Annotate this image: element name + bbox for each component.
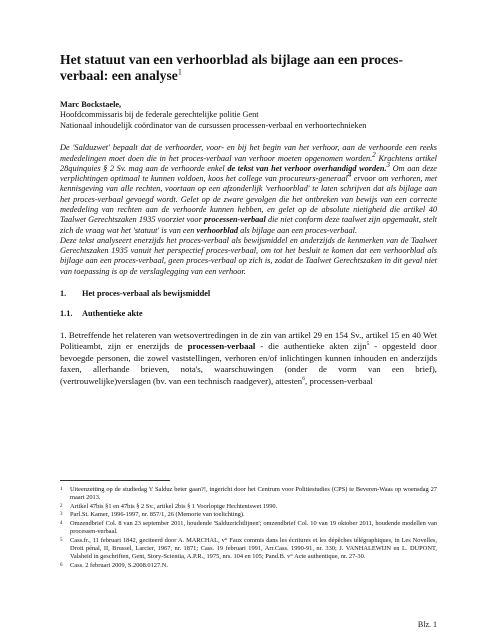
section-heading-1-1: 1.1. Authentieke akte: [60, 309, 143, 319]
footnote: 3 Parl.St. Kamer, 1996-1997, nr. 857/1, 26 (Memorie van toelichting).: [60, 511, 245, 519]
document-title: [60, 52, 437, 84]
author-role: Hoofdcommissaris bij de federale gerechtelijke politie Gent: [60, 110, 259, 120]
abstract-paragraph-1: De 'Salduzwet' bepaalt dat de verhoorder, voor- en bij het begin van het verhoor, aan de verhoorde een reeks mededelingen moet doen die in het proces-verbaal van verhoor moeten opgenomen worden.$^2$ Krachtens artikel 28quinquies § 2 Sv. mag aan de verhoorde enkel de tekst van het verhoor overhandigd worden.$^3$ Om aan deze verplichtingen optimaal te kunnen voldoen, koos het college van procureurs-generaal$^4$ ervoor om verhoren, met kennisgeving van alle rechten, voortaan op een afzonderlijk 'verhoorblad' te laten schrijven dat als bijlage aan het proces-verbaal gevoegd wordt. Gelet op de zware gevolgen die het ontbreken van bewijs van een correcte mededeling van rechten aan de verhoorde kunnen hebben, en gelet op de absolute nietigheid die artikel 40 Taalwet Gerechtszaken 1935 voorziet voor processen-verbaal die niet conform deze taalwet zijn opgemaakt, stelt zich de vraag wat het 'statuut' is van een verhoorblad als bijlage aan een proces-verbaal.: [60, 143, 438, 235]
footnote: 5 Cass.fr., 11 februari 1842, geciteerd door A. MARCHAL, v° Faux commis dans les écritures et les dépêches télégraphiques, in Les Novelles, Droit pénal, II, Brussel, Larcier, 1967, nr. 1871; Cass. 19 februari 1991, Arr.Cass. 1990-91, nr. 330; J. VANHALEWIJN en L. DUPONT, Valsheid in geschriften, Gent, Story-Scientia, A.P.R., 1975, nrs. 104 en 105; Pand.B. v° Acte authentique, nr. 27-30.: [60, 536, 437, 561]
footnote-ref-6[interactable]: 6: [302, 376, 305, 383]
body-paragraph: 1. Betreffende het relateren van wetsovertredingen in de zin van artikel 29 en 154 Sv., artikel 15 en 40 Wet Politieambt, zijn er enerzijds de processen-verbaal - die authentieke akten zijn$^5$ - opgesteld door bevoegde personen, die zowel vaststellingen, verhoren en/of inlichtingen kunnen inhouden en anderzijds faxen, allerhande brieven, nota's, waarschuwingen (onder de vorm van een brief), (vertrouwelijke)verslagen (bv. van een technisch raadgever), attesten$^6$, processen-verbaal: [60, 329, 437, 387]
footnote: 4 Omzendbrief Col. 8 van 23 september 2011, houdende 'Salduzrichtlijnen'; omzendbrief Col. 10 van 19 oktober 2011, houdende modellen van processen-verbaal.: [60, 520, 437, 536]
footnote: 2 Artikel 47bis §1 en 47bis § 2 Sv., artikel 2bis § 1 Voorlopige Hechteniswet 1990.: [60, 502, 278, 510]
main-content: [60, 52, 437, 388]
author-coordinator: Nationaal inhoudelijk coördinator van de cursussen processen-verbaal en verhoortechnieken: [60, 120, 367, 130]
footnote-ref-5[interactable]: 5: [366, 341, 370, 348]
footnote: 6 Cass. 2 februari 2009, S.2008.0127.N.: [60, 561, 168, 569]
footnote-separator: [60, 480, 170, 481]
section-heading-1: 1. Het proces-verbaal als bewijsmiddel: [60, 289, 211, 299]
footnote-ref-3[interactable]: 3: [386, 162, 390, 170]
page-number: Blz. 1: [417, 620, 437, 629]
title-footnote-ref[interactable]: 1: [177, 67, 182, 77]
author-block: [60, 100, 437, 131]
footnote-ref-4[interactable]: 4: [347, 172, 352, 180]
author-name: Marc Bockstaele,: [60, 100, 122, 109]
footnote: 1 Uiteenzetting op de studiedag 't' Salduz beter gaan?!, ingericht door het Centrum voor Politiestudies (CPS) te Beveren-Waas op woensdag 27 maart 2013.: [60, 486, 437, 502]
footnotes: [60, 486, 437, 571]
abstract-paragraph-2: Deze tekst analyseert enerzijds het proces-verbaal als bewijsmiddel en anderzijds de kenmerken van de Taalwet Gerechtszaken 1935 vanuit het perspectief proces-verbaal, om tot het besluit te komen dat een verhoorblad als bijlage aan een proces-verbaal, geen proces-verbaal op zich is, zodat de Taalwet Gerechtszaken in dit geval niet van toepassing is op de verslaglegging van een verhoor.: [60, 235, 437, 276]
abstract: [60, 143, 437, 277]
title-text: Het statuut van een verhoorblad als bijlage aan een proces-verbaal: een analyse: [60, 52, 403, 83]
footnote-ref-2[interactable]: 2: [372, 151, 376, 159]
